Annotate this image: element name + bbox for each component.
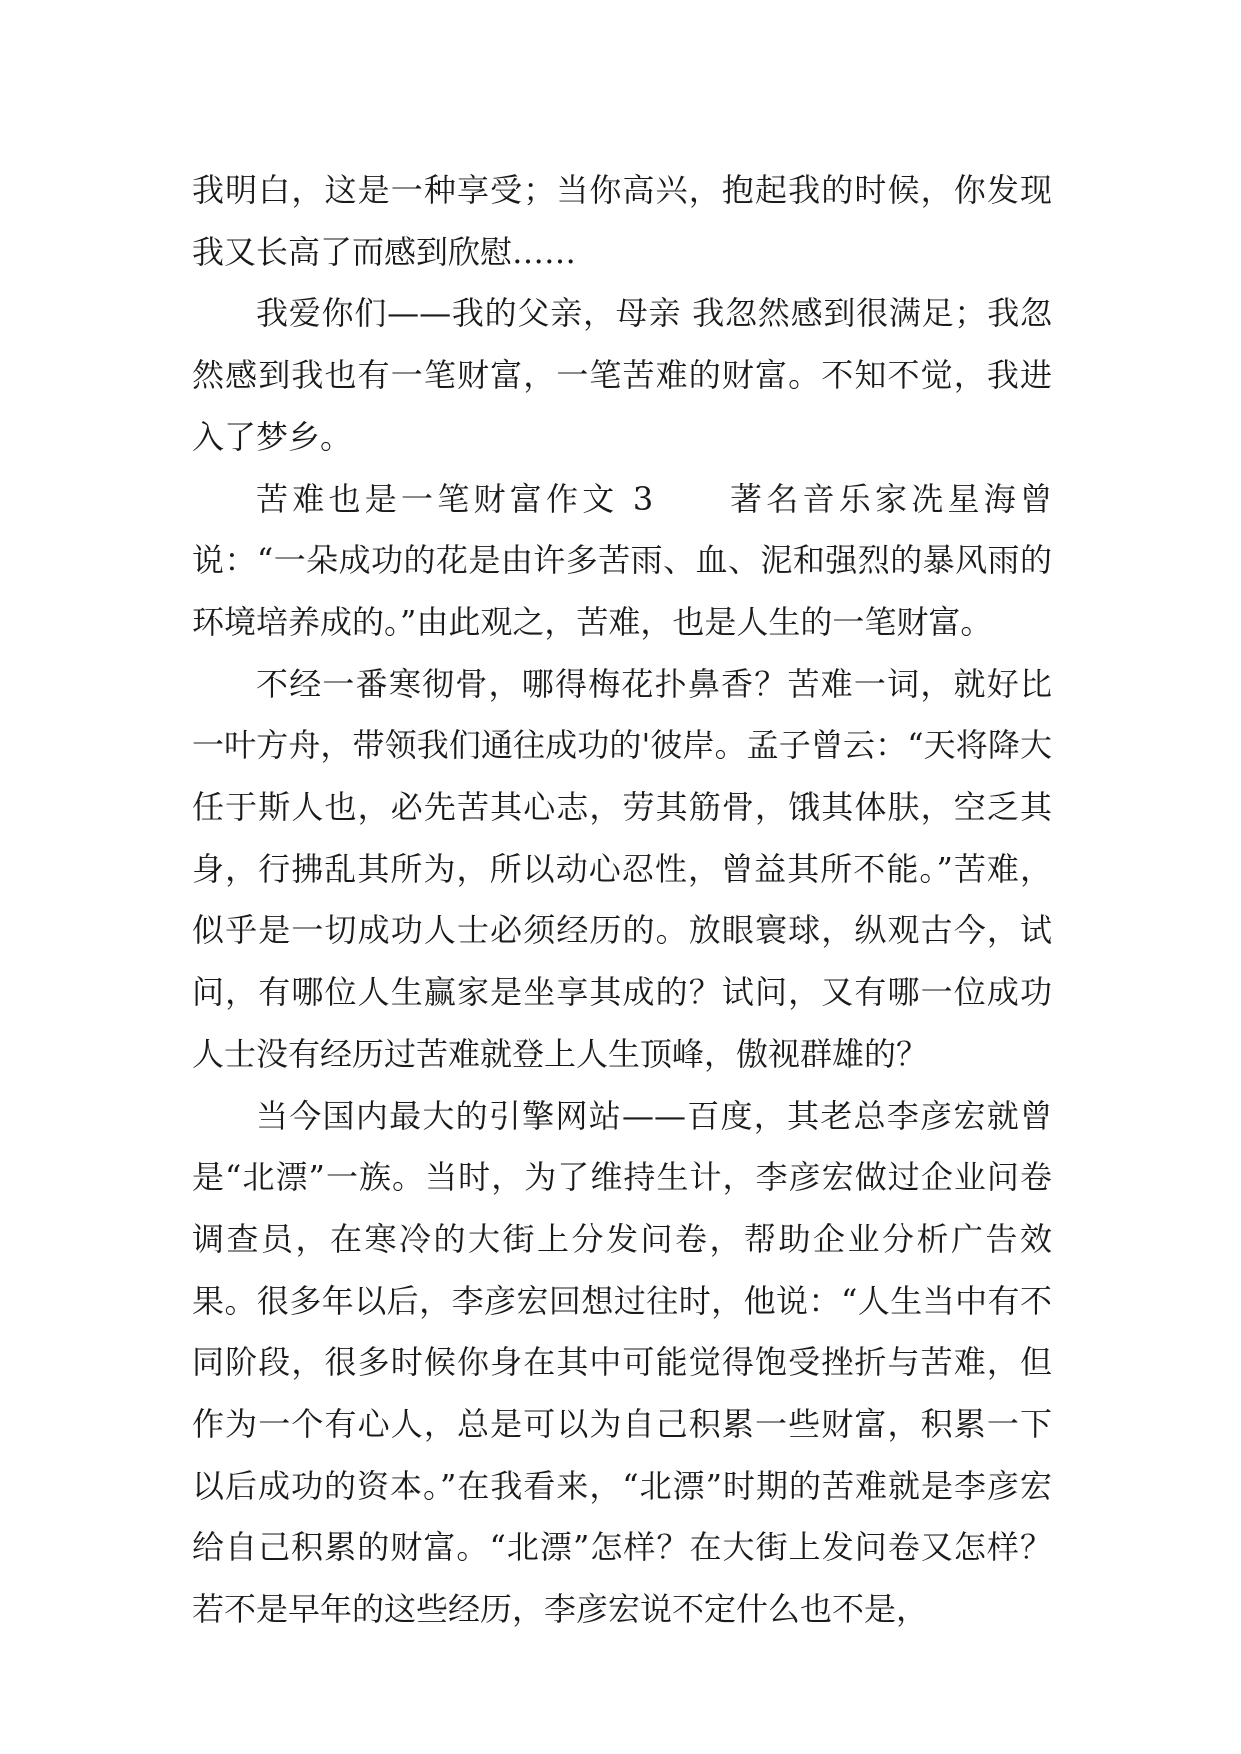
paragraph-1: 我明白，这是一种享受；当你高兴，抱起我的时候，你发现我又长高了而感到欣慰…… [192,171,1052,271]
paragraph-4: 不经一番寒彻骨，哪得梅花扑鼻香？苦难一词，就好比一叶方舟，带领我们通往成功的'彼岸。孟子曾云：“天将降大任于斯人也，必先苦其心志，劳其筋骨，饿其体肤，空乏其身，行拂乱其所为，所以动心忍性，曾益其所不能。”苦难，似乎是一切成功人士必须经历的。放眼寰球，纵观古今，试问，有哪位人生赢家是坐享其成的？试问，又有哪一位成功人士没有经历过苦难就登上人生顶峰，傲视群雄的？ [192,664,1052,1073]
paragraph-2: 我爱你们——我的父亲，母亲 我忽然感到很满足；我忽然感到我也有一笔财富，一笔苦难的财富。不知不觉，我进入了梦乡。 [192,294,1052,456]
document-body [192,160,1052,1641]
paragraph-5: 当今国内最大的引擎网站——百度，其老总李彦宏就曾是“北漂”一族。当时，为了维持生计，李彦宏做过企业问卷调查员，在寒冷的大街上分发问卷，帮助企业分析广告效果。很多年以后，李彦宏回想过往时，他说：“人生当中有不同阶段，很多时候你身在其中可能觉得饱受挫折与苦难，但作为一个有心人，总是可以为自己积累一些财富，积累一下以后成功的资本。”在我看来，“北漂”时期的苦难就是李彦宏给自己积累的财富。“北漂”怎样？在大街上发问卷又怎样？若不是早年的这些经历，李彦宏说不定什么也不是， [192,1096,1052,1629]
paragraph-3: 苦难也是一笔财富作文 3 著名音乐家冼星海曾说：“一朵成功的花是由许多苦雨、血、泥和强烈的暴风雨的环境培养成的。”由此观之，苦难，也是人生的一笔财富。 [192,479,1052,641]
